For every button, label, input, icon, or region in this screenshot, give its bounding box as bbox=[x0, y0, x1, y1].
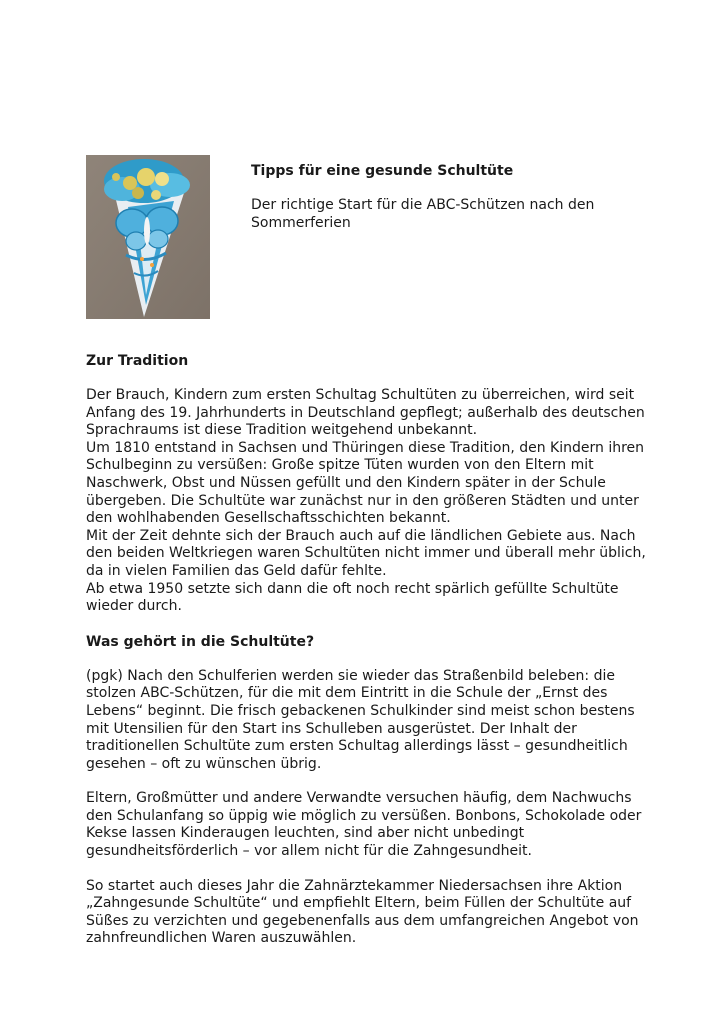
paragraph: Der Brauch, Kindern zum ersten Schultag Schultüten zu überreichen, wird seit Anfang des 19. Jahrhunderts in Deutschland gepflegt; außerhalb des deutschen Sprachraums ist diese Tradition weitgehend unbekannt. bbox=[86, 387, 645, 439]
document-header bbox=[251, 162, 671, 232]
document-title: Tipps für eine gesunde Schultüte bbox=[251, 163, 514, 179]
paragraph: Um 1810 entstand in Sachsen und Thüringen diese Tradition, den Kindern ihren Schulbeginn zu versüßen: Große spitze Tüten wurden von den Eltern mit Naschwerk, Obst und Nüssen gefüllt und den Kindern später in der Schule übergeben. Die Schultüte war zunächst nur in den größeren Städten und unter den wohlhabenden Gesellschaftsschichten bekannt. bbox=[86, 439, 645, 527]
document-subtitle: Der richtige Start für die ABC-Schützen nach den Sommerferien bbox=[251, 197, 595, 231]
paragraph: (pgk) Nach den Schulferien werden sie wieder das Straßenbild beleben: die stolzen ABC-Schützen, für die mit dem Eintritt in die Schule der „Ernst des Lebens“ beginnt. Die frisch gebackenen Schulkinder sind meist schon bestens mit Utensilien für den Start ins Schulleben ausgerüstet. Der Inhalt der traditionellen Schultüte zum ersten Schultag allerdings lässt – gesundheitlich gesehen – oft zu wünschen übrig. bbox=[86, 667, 635, 772]
schultuete-photo bbox=[86, 155, 210, 319]
section-heading-schultuete: Was gehört in die Schultüte? bbox=[86, 633, 315, 650]
paragraph: Mit der Zeit dehnte sich der Brauch auch auf die ländlichen Gebiete aus. Nach den beiden Weltkriegen waren Schultüten nicht immer und überall mehr üblich, da in vielen Familien das Geld dafür fehlte. bbox=[86, 527, 646, 579]
document-body bbox=[86, 352, 646, 948]
paragraph: Ab etwa 1950 setzte sich dann die oft noch recht spärlich gefüllte Schultüte wieder durch. bbox=[86, 580, 619, 615]
paragraph: Eltern, Großmütter und andere Verwandte versuchen häufig, dem Nachwuchs den Schulanfang so üppig wie möglich zu versüßen. Bonbons, Schokolade oder Kekse lassen Kinderaugen leuchten, sind aber nicht unbedingt gesundheitsförderlich – vor allem nicht für die Zahngesundheit. bbox=[86, 790, 642, 860]
section-heading-tradition: Zur Tradition bbox=[86, 353, 189, 369]
paragraph: So startet auch dieses Jahr die Zahnärztekammer Niedersachsen ihre Aktion „Zahngesunde Schultüte“ und empfiehlt Eltern, beim Füllen der Schultüte auf Süßes zu verzichten und gegebenenfalls aus dem umfangreichen Angebot von zahnfreundlichen Waren auszuwählen. bbox=[86, 877, 639, 947]
